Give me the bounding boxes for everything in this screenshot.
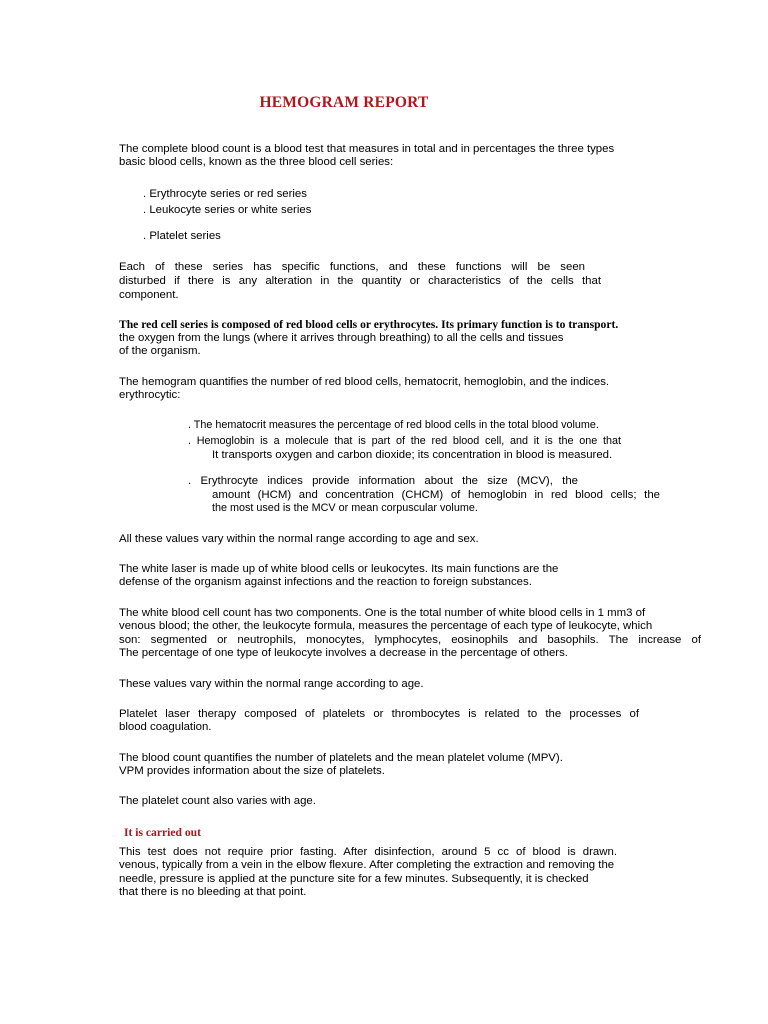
functions-line-2: disturbed if there is any alteration in the quantity or characteristics of the cells that xyxy=(119,275,601,287)
carried-out-line-2: venous, typically from a vein in the elbow flexure. After completing the extraction and removing the xyxy=(119,859,615,871)
vary-age: These values vary within the normal range according to age. xyxy=(119,678,424,690)
functions-line-1: Each of these series has specific functions, and these functions will be seen xyxy=(119,261,585,273)
quantifies-line-1: The hemogram quantifies the number of red blood cells, hematocrit, hemoglobin, and the indices. xyxy=(119,376,610,388)
hematocrit-item: . The hematocrit measures the percentage of red blood cells in the total blood volume. xyxy=(188,419,599,431)
carried-out-line-4: that there is no bleeding at that point. xyxy=(119,886,307,898)
functions-line-3: component. xyxy=(119,289,179,301)
intro-line-1: The complete blood count is a blood test that measures in total and in percentages the three types xyxy=(119,143,615,155)
indices-item-line-2: amount (HCM) and concentration (CHCM) of hemoglobin in red blood cells; the xyxy=(212,489,660,501)
white-count-line-1: The white blood cell count has two components. One is the total number of white blood cells in 1 mm3 of xyxy=(119,607,646,619)
intro-line-2: basic blood cells, known as the three blood cell series: xyxy=(119,156,394,168)
indices-item-line-3: the most used is the MCV or mean corpuscular volume. xyxy=(212,502,478,514)
red-series-line-2: of the organism. xyxy=(119,345,201,357)
white-count-line-4: The percentage of one type of leukocyte involves a decrease in the percentage of others. xyxy=(119,647,568,659)
indices-item-line-1: . Erythrocyte indices provide information about the size (MCV), the xyxy=(188,475,578,487)
series-item-red: . Erythrocyte series or red series xyxy=(143,188,307,200)
white-count-line-2: venous blood; the other, the leukocyte formula, measures the percentage of each type of leukocyte, which xyxy=(119,620,653,632)
series-item-white: . Leukocyte series or white series xyxy=(143,204,312,216)
carried-out-line-1: This test does not require prior fasting. After disinfection, around 5 cc of blood is drawn. xyxy=(119,846,617,858)
red-series-line-1: the oxygen from the lungs (where it arrives through breathing) to all the cells and tissues xyxy=(119,332,564,344)
platelet-count-line-1: The blood count quantifies the number of platelets and the mean platelet volume (MPV). xyxy=(119,752,563,764)
platelet-series-line-1: Platelet laser therapy composed of platelets or thrombocytes is related to the processes of xyxy=(119,708,639,720)
platelet-age: The platelet count also varies with age. xyxy=(119,795,316,807)
white-series-line-1: The white laser is made up of white blood cells or leukocytes. Its main functions are the xyxy=(119,563,559,575)
series-item-platelet: . Platelet series xyxy=(143,230,221,242)
platelet-series-line-2: blood coagulation. xyxy=(119,721,212,733)
carried-out-line-3: needle, pressure is applied at the puncture site for a few minutes. Subsequently, it is checked xyxy=(119,873,589,885)
hemoglobin-item-line-2: It transports oxygen and carbon dioxide; its concentration in blood is measured. xyxy=(212,449,613,461)
carried-out-heading: It is carried out xyxy=(124,826,201,839)
quantifies-line-2: erythrocytic: xyxy=(119,389,181,401)
hemoglobin-item-line-1: . Hemoglobin is a molecule that is part of the red blood cell, and it is the one that xyxy=(188,435,621,447)
page-title: HEMOGRAM REPORT xyxy=(259,94,429,111)
white-series-line-2: defense of the organism against infections and the reaction to foreign substances. xyxy=(119,576,532,588)
vary-age-sex: All these values vary within the normal range according to age and sex. xyxy=(119,533,479,545)
white-count-line-3: son: segmented or neutrophils, monocytes, lymphocytes, eosinophils and basophils. The increase of xyxy=(119,634,701,646)
red-series-heading: The red cell series is composed of red blood cells or erythrocytes. Its primary function is to transport. xyxy=(119,318,619,331)
platelet-count-line-2: VPM provides information about the size of platelets. xyxy=(119,765,385,777)
